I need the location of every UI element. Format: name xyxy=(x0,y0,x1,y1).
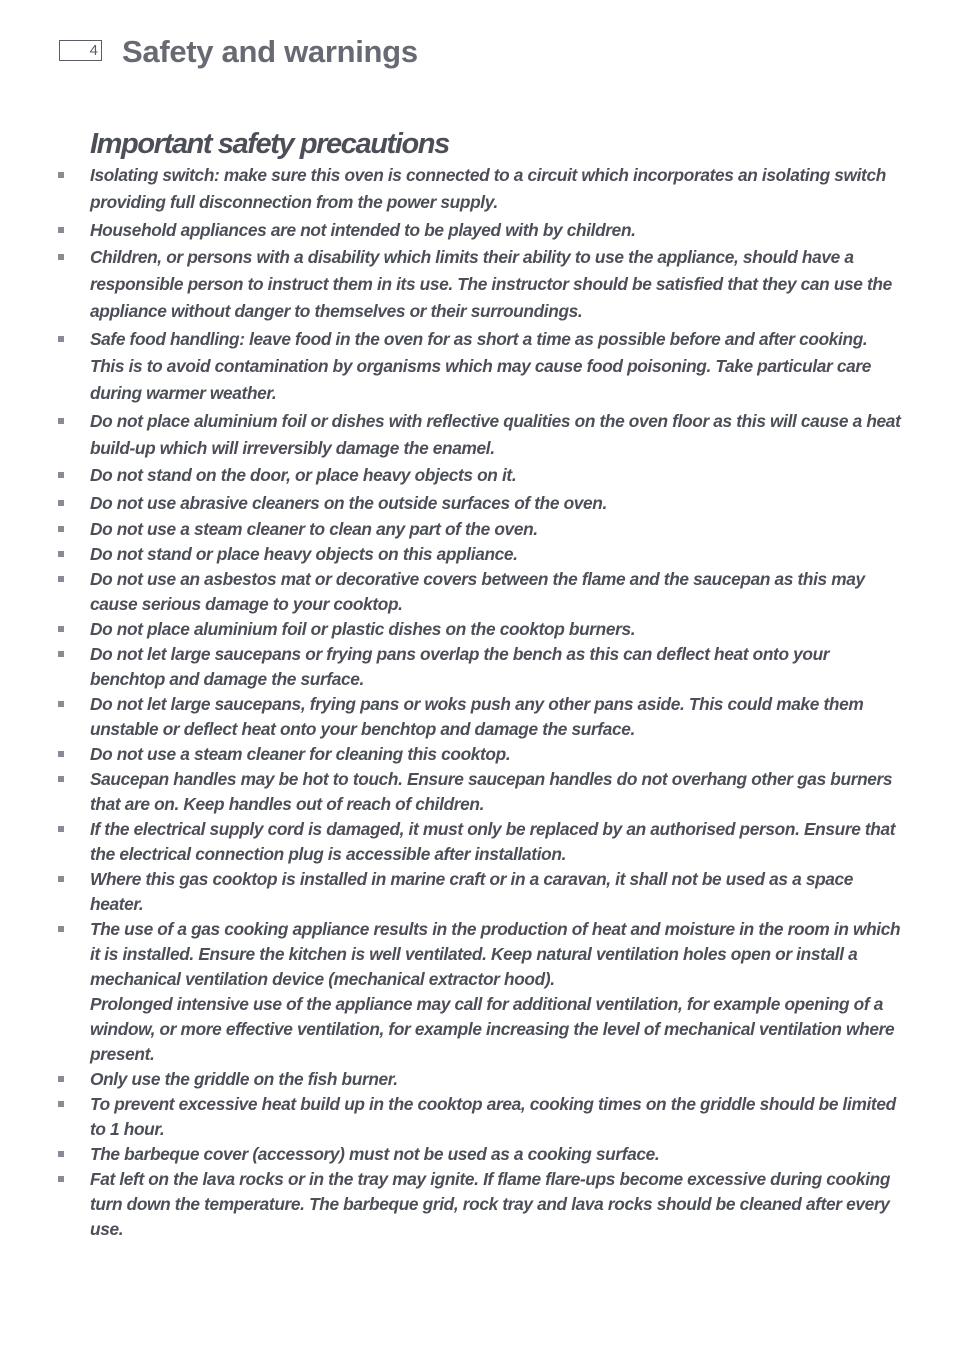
square-bullet-icon xyxy=(58,1101,64,1107)
list-item xyxy=(0,490,954,517)
list-item-text: To prevent excessive heat build up in the cooktop area, cooking times on the griddle should be limited to 1 hour. xyxy=(90,1093,896,1139)
square-bullet-icon xyxy=(58,751,64,757)
square-bullet-icon xyxy=(58,472,64,478)
list-item xyxy=(0,692,954,742)
list-item xyxy=(0,917,954,1067)
square-bullet-icon xyxy=(58,418,64,424)
list-item xyxy=(0,217,954,244)
list-item xyxy=(0,567,954,617)
list-item-text: Safe food handling: leave food in the oven for as short a time as possible before and after cooking. This is to avoid contamination by organisms which may cause food poisoning. Take particular care during warmer weather. xyxy=(90,328,872,404)
list-item xyxy=(0,244,954,326)
square-bullet-icon xyxy=(58,926,64,932)
list-item xyxy=(0,817,954,867)
list-item xyxy=(0,162,954,217)
list-item-text: Only use the griddle on the fish burner. xyxy=(90,1068,398,1089)
list-item xyxy=(0,326,954,408)
list-item-text: Saucepan handles may be hot to touch. Ensure saucepan handles do not overhang other gas burners that are on. Keep handles out of reach of children. xyxy=(90,768,893,814)
list-item xyxy=(0,617,954,642)
list-item xyxy=(0,742,954,767)
list-item-text: Do not stand or place heavy objects on this appliance. xyxy=(90,543,518,564)
square-bullet-icon xyxy=(58,227,64,233)
list-item xyxy=(0,1067,954,1092)
list-item xyxy=(0,462,954,489)
list-item-text: Fat left on the lava rocks or in the tray may ignite. If flame flare-ups become excessive during cooking turn down the temperature. The barbeque grid, rock tray and lava rocks should be cleaned after every use. xyxy=(90,1168,891,1239)
list-item xyxy=(0,517,954,542)
square-bullet-icon xyxy=(58,701,64,707)
list-item-text: Do not place aluminium foil or dishes with reflective qualities on the oven floor as this will cause a heat build-up which will irreversibly damage the enamel. xyxy=(90,410,901,458)
list-item xyxy=(0,767,954,817)
list-item-text: The use of a gas cooking appliance results in the production of heat and moisture in the room in which it is installed. Ensure the kitchen is well ventilated. Keep natural ventilation holes open or install a mechanical ventilation device (mechanical extractor hood). xyxy=(90,918,901,989)
square-bullet-icon xyxy=(58,526,64,532)
list-item-text: If the electrical supply cord is damaged, it must only be replaced by an authorised person. Ensure that the electrical connection plug is accessible after installation. xyxy=(90,818,896,864)
list-item-text: Do not use abrasive cleaners on the outside surfaces of the oven. xyxy=(90,492,607,513)
square-bullet-icon xyxy=(58,626,64,632)
list-item-text: Where this gas cooktop is installed in marine craft or in a caravan, it shall not be used as a space heater. xyxy=(90,868,854,914)
square-bullet-icon xyxy=(58,1076,64,1082)
list-item-text: Do not stand on the door, or place heavy objects on it. xyxy=(90,465,517,486)
list-item xyxy=(0,1142,954,1167)
list-item-text-continued: Prolonged intensive use of the appliance may call for additional ventilation, for example opening of a window, or more effective ventilation, for example increasing the level of mechanical ventilation where present. xyxy=(90,993,895,1064)
list-item-text: Do not let large saucepans or frying pans overlap the bench as this can deflect heat onto your benchtop and damage the surface. xyxy=(90,643,830,689)
square-bullet-icon xyxy=(58,500,64,506)
list-item xyxy=(0,542,954,567)
square-bullet-icon xyxy=(58,172,64,178)
list-item-text: Do not use a steam cleaner for cleaning this cooktop. xyxy=(90,743,511,764)
page-number-box xyxy=(59,40,102,61)
square-bullet-icon xyxy=(58,1176,64,1182)
square-bullet-icon xyxy=(58,336,64,342)
section-heading: Important safety precautions xyxy=(90,128,449,160)
list-item-text: Do not let large saucepans, frying pans or woks push any other pans aside. This could make them unstable or deflect heat onto your benchtop and damage the surface. xyxy=(90,693,864,739)
list-item-text: The barbeque cover (accessory) must not be used as a cooking surface. xyxy=(90,1143,660,1164)
square-bullet-icon xyxy=(58,651,64,657)
list-item-text: Do not place aluminium foil or plastic dishes on the cooktop burners. xyxy=(90,618,636,639)
page-number: 4 xyxy=(89,42,98,59)
list-item-text: Do not use a steam cleaner to clean any part of the oven. xyxy=(90,518,538,539)
list-item-text: Children, or persons with a disability which limits their ability to use the appliance, should have a responsible person to instruct them in its use. The instructor should be satisfied that they can use the appliance without danger to themselves or their surroundings. xyxy=(90,246,892,322)
list-item-text: Do not use an asbestos mat or decorative covers between the flame and the saucepan as this may cause serious damage to your cooktop. xyxy=(90,568,865,614)
list-item xyxy=(0,1167,954,1242)
square-bullet-icon xyxy=(58,551,64,557)
safety-precautions-list xyxy=(0,162,954,1242)
list-item xyxy=(0,1092,954,1142)
square-bullet-icon xyxy=(58,576,64,582)
page-title: Safety and warnings xyxy=(122,34,418,69)
square-bullet-icon xyxy=(58,826,64,832)
square-bullet-icon xyxy=(58,876,64,882)
list-item-text: Household appliances are not intended to be played with by children. xyxy=(90,219,636,240)
square-bullet-icon xyxy=(58,1151,64,1157)
list-item xyxy=(0,408,954,463)
square-bullet-icon xyxy=(58,254,64,260)
list-item xyxy=(0,867,954,917)
square-bullet-icon xyxy=(58,776,64,782)
list-item-text: Isolating switch: make sure this oven is connected to a circuit which incorporates an isolating switch providing full disconnection from the power supply. xyxy=(90,165,886,213)
list-item xyxy=(0,642,954,692)
